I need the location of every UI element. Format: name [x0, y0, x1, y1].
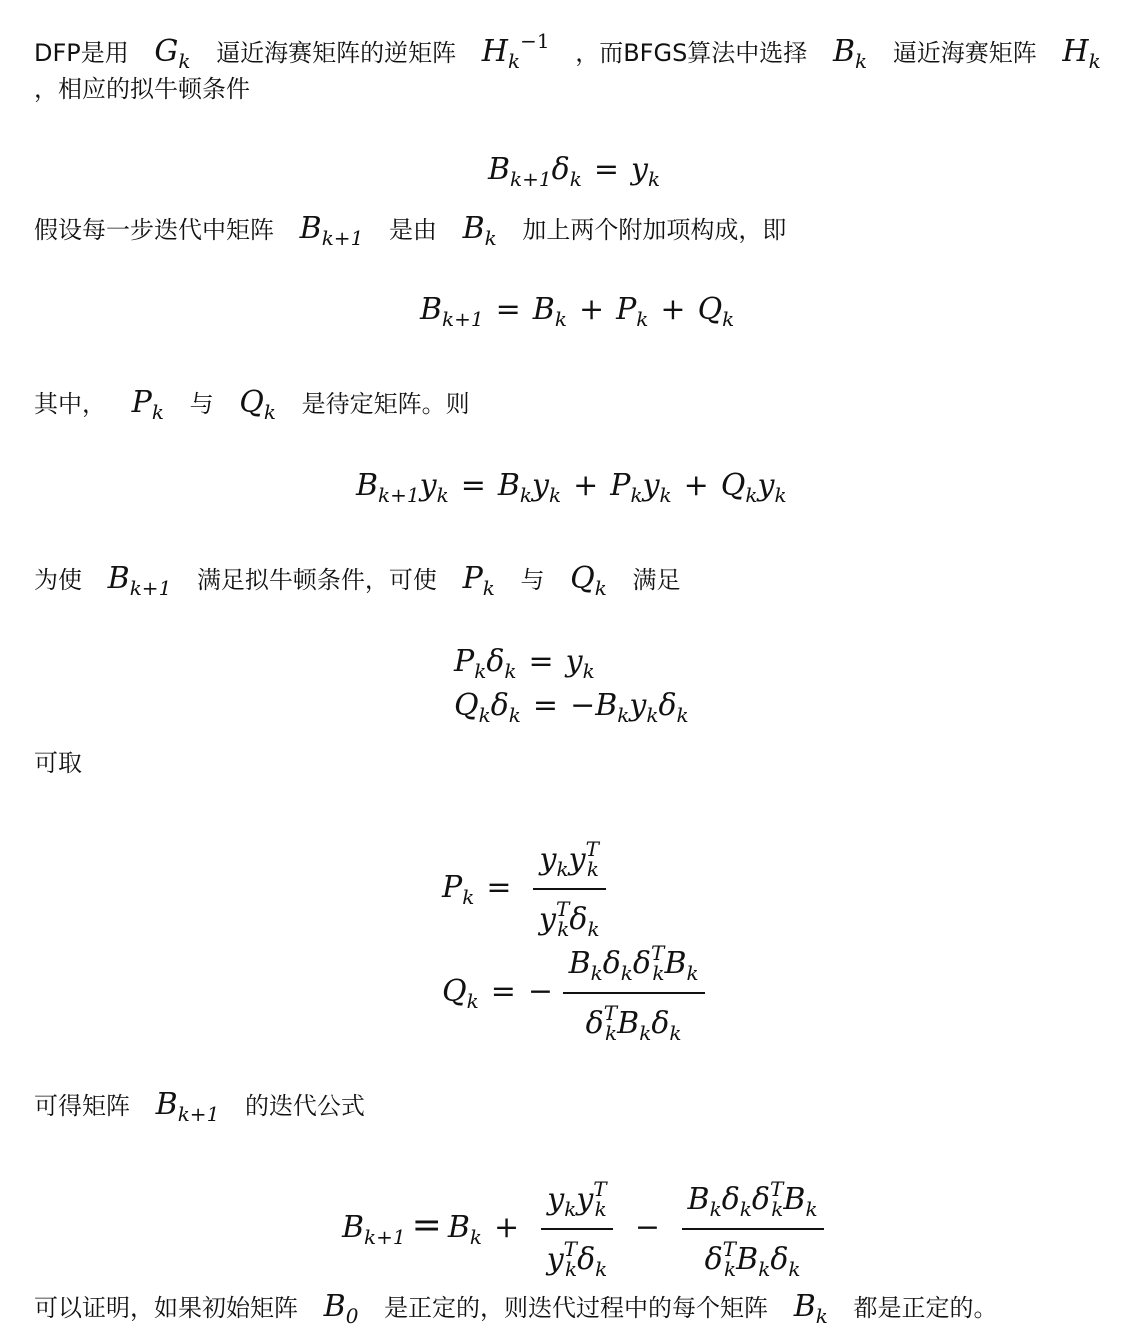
- equation-multiplied: $B_{k+1}y_k = B_ky_k + P_ky_k + Q_ky_k$: [356, 468, 787, 507]
- math-B-k: $B_k$: [832, 34, 868, 73]
- math-B-k1: $B_{k+1}$: [155, 1087, 220, 1126]
- paragraph-iteration-formula: 可得矩阵 $B_{k+1}$ 的迭代公式: [34, 1087, 365, 1126]
- math-Q-k: $Q_k$: [239, 385, 276, 424]
- math-Q-k: $Q_k$: [570, 561, 607, 600]
- math-H-k-inverse: $H_k^{-1}$: [481, 29, 550, 73]
- fraction-P: $\frac{y_ky^T_k}{y^T_k\delta_k}$: [533, 830, 606, 948]
- math-P-k: $P_k$: [462, 561, 495, 600]
- equation-Q-condition: $Q_k\delta_k = -B_ky_k\delta_k$: [454, 688, 689, 727]
- equation-quasi-newton: $B_{k+1}\delta_k = y_k$: [488, 152, 661, 191]
- fraction-bfgs-bdb: $\frac{B_k\delta_k\delta^T_kB_k}{\delta^T_kB_k\delta_k}$: [682, 1170, 824, 1288]
- equation-P-condition: $P_k\delta_k = y_k$: [454, 644, 595, 683]
- fraction-Q: $\frac{B_k\delta_k\delta^T_kB_k}{\delta^T_kB_k\delta_k}$: [563, 934, 705, 1052]
- math-B-k: $B_k$: [462, 211, 497, 250]
- paragraph-satisfy: 为使 $B_{k+1}$ 满足拟牛顿条件，可使 $P_k$ 与 $Q_k$ 满足: [34, 561, 681, 600]
- math-G-k: $G_k$: [154, 34, 191, 73]
- paragraph-assumption: 假设每一步迭代中矩阵 $B_{k+1}$ 是由 $B_k$ 加上两个附加项构成，即: [34, 211, 787, 250]
- paragraph-positive-definite: 可以证明，如果初始矩阵 $B_0$ 是正定的，则迭代过程中的每个矩阵 $B_k$ 都是正定的。: [34, 1289, 998, 1328]
- equation-update-decomposition: $B_{k+1} = B_k + P_k + Q_k$: [420, 292, 735, 331]
- equation-P-formula: $P_k$ = $\frac{y_ky^T_k}{y^T_k\delta_k}$: [442, 830, 606, 948]
- paragraph-take: 可取: [34, 749, 82, 777]
- math-H-k: $H_k$: [1062, 34, 1101, 73]
- math-B-k1: $B_{k+1}$: [107, 561, 172, 600]
- equation-bfgs-update: $B_{k+1} = B_k$ + $\frac{y_ky^T_k}{y^T_k\delta_k}$ − $\frac{B_k\delta_k\delta^T_kB_k}{\delta^T_kB_k\delta_k}$: [342, 1170, 824, 1288]
- math-B-0: $B_0$: [323, 1289, 359, 1328]
- math-B-k: $B_k$: [793, 1289, 828, 1328]
- paragraph-quasi-newton-condition: ，相应的拟牛顿条件: [34, 75, 250, 103]
- math-B-k1: $B_{k+1}$: [299, 211, 364, 250]
- paragraph-where: 其中， $P_k$ 与 $Q_k$ 是待定矩阵。则: [34, 385, 470, 424]
- paragraph-dfp-bfgs: DFP是用 $G_k$ 逼近海赛矩阵的逆矩阵 $H_k^{-1}$ ，而BFGS算法中选择 $B_k$ 逼近海赛矩阵 $H_k$: [34, 29, 1101, 73]
- math-P-k: $P_k$: [131, 385, 164, 424]
- fraction-bfgs-yy: $\frac{y_ky^T_k}{y^T_k\delta_k}$: [541, 1170, 614, 1288]
- equation-Q-formula: $Q_k$ = − $\frac{B_k\delta_k\delta^T_kB_k}{\delta^T_kB_k\delta_k}$: [442, 934, 705, 1052]
